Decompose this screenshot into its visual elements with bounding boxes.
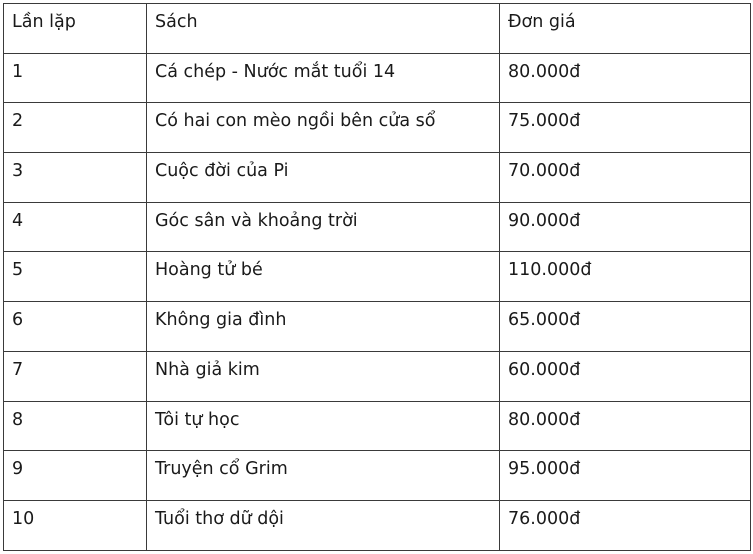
cell-book	[147, 401, 500, 451]
book-title: Có hai con mèo ngồi bên cửa sổ	[155, 111, 436, 132]
cell-book	[147, 500, 500, 550]
header-price-label: Đơn giá	[508, 12, 576, 32]
cell-price	[500, 202, 751, 252]
table-row	[4, 53, 751, 103]
table-container	[3, 3, 751, 551]
price-value: 65.000đ	[508, 310, 581, 331]
price-value: 95.000đ	[508, 459, 581, 480]
header-book-label: Sách	[155, 12, 198, 32]
table-row	[4, 302, 751, 352]
header-price	[500, 4, 751, 54]
cell-book	[147, 302, 500, 352]
cell-iteration	[4, 252, 147, 302]
price-value: 76.000đ	[508, 508, 581, 529]
book-title: Nhà giả kim	[155, 359, 260, 380]
header-iteration-label: Lần lặp	[12, 12, 76, 32]
table-header	[4, 4, 751, 54]
table-row	[4, 451, 751, 501]
table-row	[4, 103, 751, 153]
table-body	[4, 53, 751, 550]
cell-price	[500, 302, 751, 352]
cell-iteration	[4, 500, 147, 550]
cell-book	[147, 202, 500, 252]
price-value: 110.000đ	[508, 260, 592, 281]
table-row	[4, 351, 751, 401]
book-title: Góc sân và khoảng trời	[155, 210, 358, 231]
price-value: 90.000đ	[508, 210, 581, 231]
iteration-value: 3	[12, 161, 24, 182]
book-title: Hoàng tử bé	[155, 260, 263, 281]
cell-iteration	[4, 401, 147, 451]
cell-price	[500, 153, 751, 203]
cell-iteration	[4, 351, 147, 401]
iteration-value: 4	[12, 210, 24, 231]
cell-book	[147, 53, 500, 103]
cell-price	[500, 451, 751, 501]
book-price-table	[3, 3, 751, 551]
iteration-value: 10	[12, 508, 35, 529]
table-row	[4, 202, 751, 252]
cell-price	[500, 500, 751, 550]
cell-book	[147, 153, 500, 203]
cell-price	[500, 401, 751, 451]
header-row	[4, 4, 751, 54]
iteration-value: 9	[12, 459, 24, 480]
cell-iteration	[4, 302, 147, 352]
iteration-value: 7	[12, 359, 24, 380]
price-value: 80.000đ	[508, 61, 581, 82]
price-value: 75.000đ	[508, 111, 581, 132]
book-title: Tuổi thơ dữ dội	[155, 508, 284, 529]
cell-iteration	[4, 103, 147, 153]
header-iteration	[4, 4, 147, 54]
cell-price	[500, 103, 751, 153]
table-row	[4, 401, 751, 451]
table-row	[4, 153, 751, 203]
cell-iteration	[4, 153, 147, 203]
iteration-value: 6	[12, 310, 24, 331]
header-book	[147, 4, 500, 54]
cell-iteration	[4, 451, 147, 501]
cell-book	[147, 351, 500, 401]
table-row	[4, 252, 751, 302]
iteration-value: 5	[12, 260, 24, 281]
price-value: 60.000đ	[508, 359, 581, 380]
cell-price	[500, 351, 751, 401]
book-title: Truyện cổ Grim	[155, 459, 288, 480]
cell-iteration	[4, 202, 147, 252]
book-title: Tôi tự học	[155, 409, 240, 430]
book-title: Cuộc đời của Pi	[155, 161, 289, 182]
cell-book	[147, 103, 500, 153]
price-value: 70.000đ	[508, 161, 581, 182]
cell-price	[500, 53, 751, 103]
table-row	[4, 500, 751, 550]
cell-book	[147, 252, 500, 302]
cell-iteration	[4, 53, 147, 103]
cell-book	[147, 451, 500, 501]
iteration-value: 2	[12, 111, 24, 132]
price-value: 80.000đ	[508, 409, 581, 430]
book-title: Cá chép - Nước mắt tuổi 14	[155, 61, 396, 82]
cell-price	[500, 252, 751, 302]
iteration-value: 1	[12, 61, 24, 82]
book-title: Không gia đình	[155, 310, 287, 331]
iteration-value: 8	[12, 409, 24, 430]
